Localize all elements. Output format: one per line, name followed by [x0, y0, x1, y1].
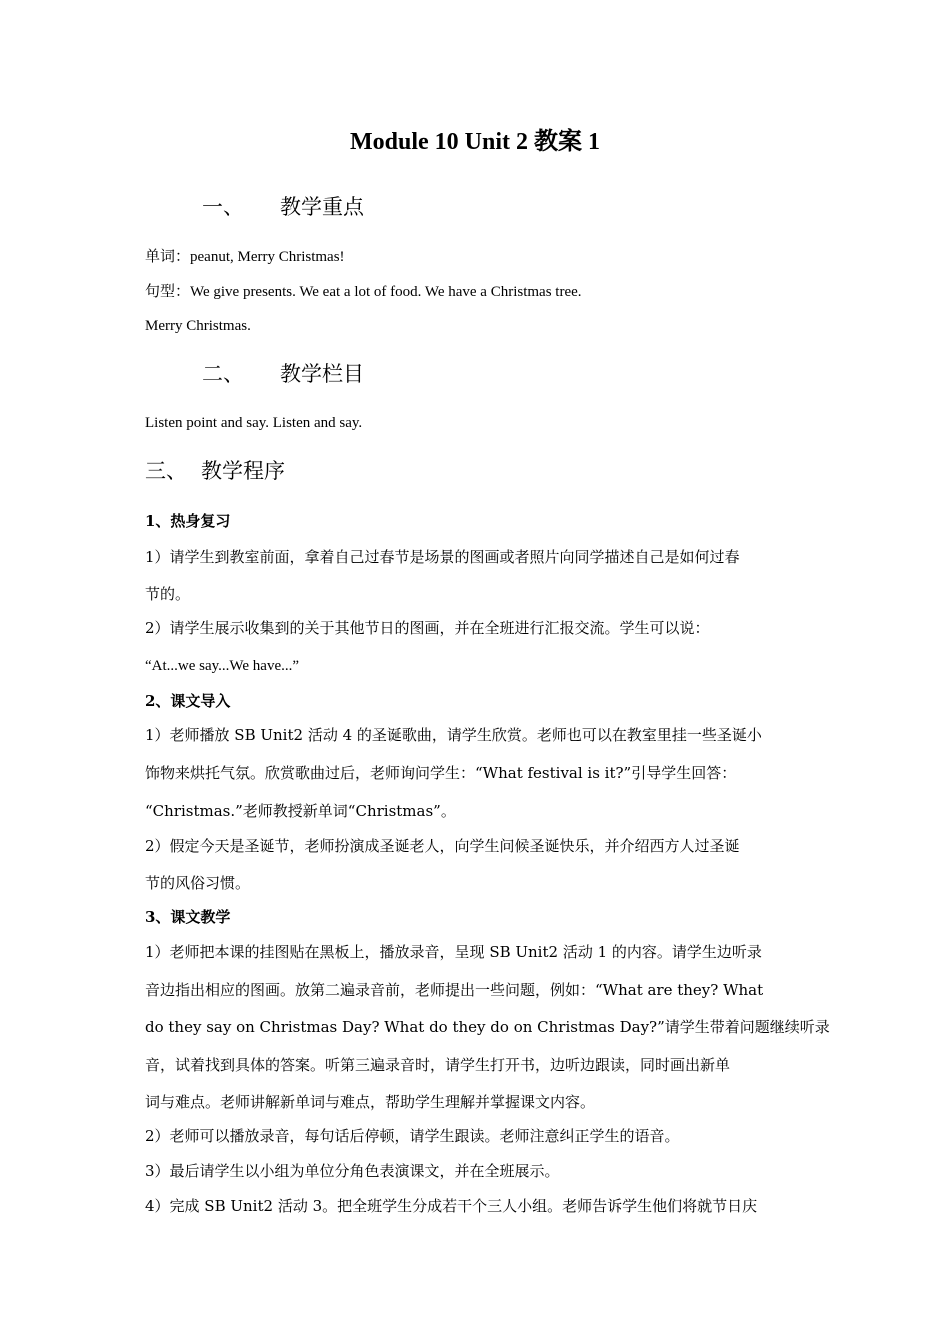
paragraph-line: 节的。	[145, 585, 191, 603]
page-title: Module 10 Unit 2 教案 1	[349, 129, 600, 155]
section-title: 教学程序	[201, 459, 285, 483]
section-heading-2	[202, 359, 867, 389]
section-title: 教学重点	[280, 195, 364, 219]
paragraph-line: “Christmas.”老师教授新单词“Christmas”。	[145, 802, 456, 820]
paragraph-line: 音边指出相应的图画。放第二遍录音前，老师提出一些问题，例如：“What are they? What	[145, 981, 764, 999]
paragraph-line: 1）请学生到教室前面，拿着自己过春节是场景的图画或者照片向同学描述自己是如何过春	[145, 548, 740, 566]
paragraph-line: 1）老师播放 SB Unit2 活动 4 的圣诞歌曲，请学生欣赏。老师也可以在教室里挂一些圣诞小	[145, 726, 762, 744]
paragraph-line: “At...we say...We have...”	[145, 658, 300, 674]
subsection-heading: 2、课文导入	[145, 692, 231, 710]
subsection-heading: 3、课文教学	[145, 908, 231, 926]
paragraph-line: 音，试着找到具体的答案。听第三遍录音时，请学生打开书，边听边跟读，同时画出新单	[145, 1056, 731, 1074]
sentence-pattern-line: 句型：We give presents. We eat a lot of food. We have a Christmas tree.	[145, 284, 582, 300]
paragraph-line: 3）最后请学生以小组为单位分角色表演课文，并在全班展示。	[145, 1162, 560, 1180]
paragraph: Listen point and say. Listen and say.	[145, 415, 363, 431]
sentence-pattern-line: Merry Christmas.	[145, 318, 251, 334]
paragraph-line: 4）完成 SB Unit2 活动 3。把全班学生分成若干个三人小组。老师告诉学生他们将就节日庆	[145, 1197, 758, 1215]
paragraph-line: 2）请学生展示收集到的关于其他节日的图画，并在全班进行汇报交流。学生可以说：	[145, 619, 710, 637]
section-number: 三、	[145, 459, 187, 483]
paragraph-line: do they say on Christmas Day? What do they do on Christmas Day?”请学生带着问题继续听录	[145, 1018, 830, 1036]
section-heading-3	[145, 456, 810, 486]
paragraph-line: 2）假定今天是圣诞节，老师扮演成圣诞老人，向学生问候圣诞快乐，并介绍西方人过圣诞	[145, 837, 740, 855]
paragraph-line: 1）老师把本课的挂图贴在黑板上，播放录音，呈现 SB Unit2 活动 1 的内容。请学生边听录	[145, 943, 762, 961]
section-heading-1	[202, 192, 867, 222]
section-number: 二、	[202, 362, 244, 386]
section-number: 一、	[202, 195, 244, 219]
paragraph-line: 饰物来烘托气氛。欣赏歌曲过后，老师询问学生：“What festival is it?”引导学生回答：	[145, 764, 737, 782]
paragraph-line: 节的风俗习惯。	[145, 874, 251, 892]
vocabulary-line: 单词：peanut, Merry Christmas!	[145, 249, 345, 265]
paragraph-line: 2）老师可以播放录音，每句话后停顿，请学生跟读。老师注意纠正学生的语音。	[145, 1127, 680, 1145]
subsection-heading: 1、热身复习	[145, 512, 231, 530]
section-title: 教学栏目	[280, 362, 364, 386]
paragraph-line: 词与难点。老师讲解新单词与难点，帮助学生理解并掌握课文内容。	[145, 1093, 596, 1111]
